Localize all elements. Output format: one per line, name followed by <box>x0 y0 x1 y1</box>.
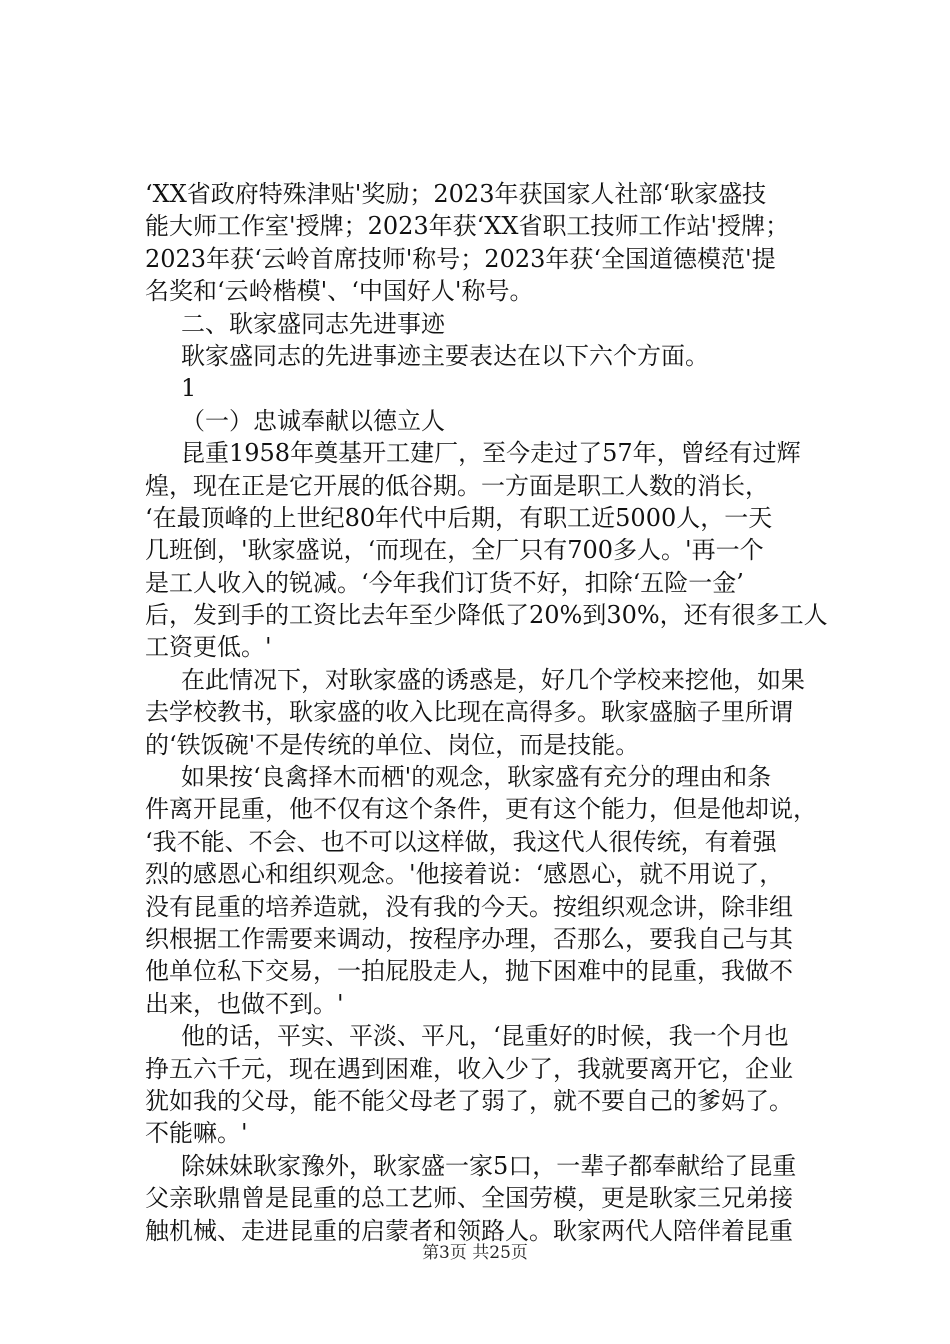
text-line: ‘我不能、不会、也不可以这样做，我这代人很传统，有着强 <box>145 827 777 856</box>
text-line: 2023年获‘云岭首席技师'称号；2023年获‘全国道德模范'提 <box>145 244 776 273</box>
text-line: 没有昆重的培养造就，没有我的今天。按组织观念讲，除非组 <box>145 892 793 921</box>
paragraph-family <box>145 1150 835 1247</box>
text-line: 件离开昆重，他不仅有这个条件，更有这个能力，但是他却说， <box>145 795 817 824</box>
text-line: 除妹妹耿家豫外，耿家盛一家5口，一辈子都奉献给了昆重 <box>181 1151 797 1180</box>
text-line: 的‘铁饭碗'不是传统的单位、岗位，而是技能。 <box>145 730 640 759</box>
paragraph-awards-continuation <box>145 178 835 308</box>
text-line: 挣五六千元，现在遇到困难，收入少了，我就要离开它，企业 <box>145 1054 793 1083</box>
text-line: ‘在最顶峰的上世纪80年代中后期，有职工近5000人，一天 <box>145 503 773 532</box>
text-line: 几班倒，'耿家盛说，‘而现在，全厂只有700多人。'再一个 <box>145 536 764 565</box>
text-line: 如果按‘良禽择木而栖'的观念，耿家盛有充分的理由和条 <box>181 763 772 792</box>
paragraph-loyalty <box>145 761 835 1020</box>
text-line: 他的话，平实、平淡、平凡，‘昆重好的时候，我一个月也 <box>181 1022 789 1051</box>
text-line: ‘XX省政府特殊津贴'奖励；2023年获国家人社部‘耿家盛技 <box>145 180 767 208</box>
paragraph-quote <box>145 1020 835 1150</box>
text-line: 触机械、走进昆重的启蒙者和领路人。耿家两代人陪伴着昆重 <box>145 1216 793 1245</box>
document-body <box>145 178 835 1247</box>
paragraph-temptation <box>145 664 835 761</box>
subsection-heading: （一）忠诚奉献以德立人 <box>181 406 445 435</box>
text-line: 出来，也做不到。' <box>145 989 344 1018</box>
paragraph-history <box>145 437 835 664</box>
text-line: 不能嘛。' <box>145 1119 248 1148</box>
text-line: 织根据工作需要来调动，按程序办理，否那么，要我自己与其 <box>145 924 793 953</box>
text-line: 工资更低。' <box>145 633 272 662</box>
text-line: 煌，现在正是它开展的低谷期。一方面是职工人数的消长， <box>145 471 769 500</box>
page-number-footer: 第3页 共25页 <box>422 1243 528 1263</box>
text-line: 去学校教书，耿家盛的收入比现在高得多。耿家盛脑子里所谓 <box>145 698 793 727</box>
text-line: 他单位私下交易，一拍屁股走人，抛下困难中的昆重，我做不 <box>145 957 793 986</box>
paragraph-intro: 耿家盛同志的先进事迹主要表达在以下六个方面。 <box>181 341 709 370</box>
text-line: 能大师工作室'授牌；2023年获‘XX省职工技师工作站'授牌； <box>145 212 790 241</box>
text-line: 昆重1958年奠基开工建厂，至今走过了57年，曾经有过辉 <box>181 439 801 468</box>
list-number: 1 <box>181 374 197 403</box>
text-line: 后，发到手的工资比去年至少降低了20%到30%，还有很多工人 <box>145 601 828 630</box>
text-line: 烈的感恩心和组织观念。'他接着说：‘感恩心，就不用说了， <box>145 860 784 889</box>
section-heading: 二、耿家盛同志先进事迹 <box>181 309 445 338</box>
text-line: 犹如我的父母，能不能父母老了弱了，就不要自己的爹妈了。 <box>145 1086 793 1115</box>
text-line: 在此情况下，对耿家盛的诱惑是，好几个学校来挖他，如果 <box>181 665 805 694</box>
text-line: 是工人收入的锐减。‘今年我们订货不好，扣除‘五险一金’ <box>145 568 744 597</box>
text-line: 父亲耿鼎曾是昆重的总工艺师、全国劳模，更是耿家三兄弟接 <box>145 1184 793 1213</box>
text-line: 名奖和‘云岭楷模'、‘中国好人'称号。 <box>145 277 534 306</box>
